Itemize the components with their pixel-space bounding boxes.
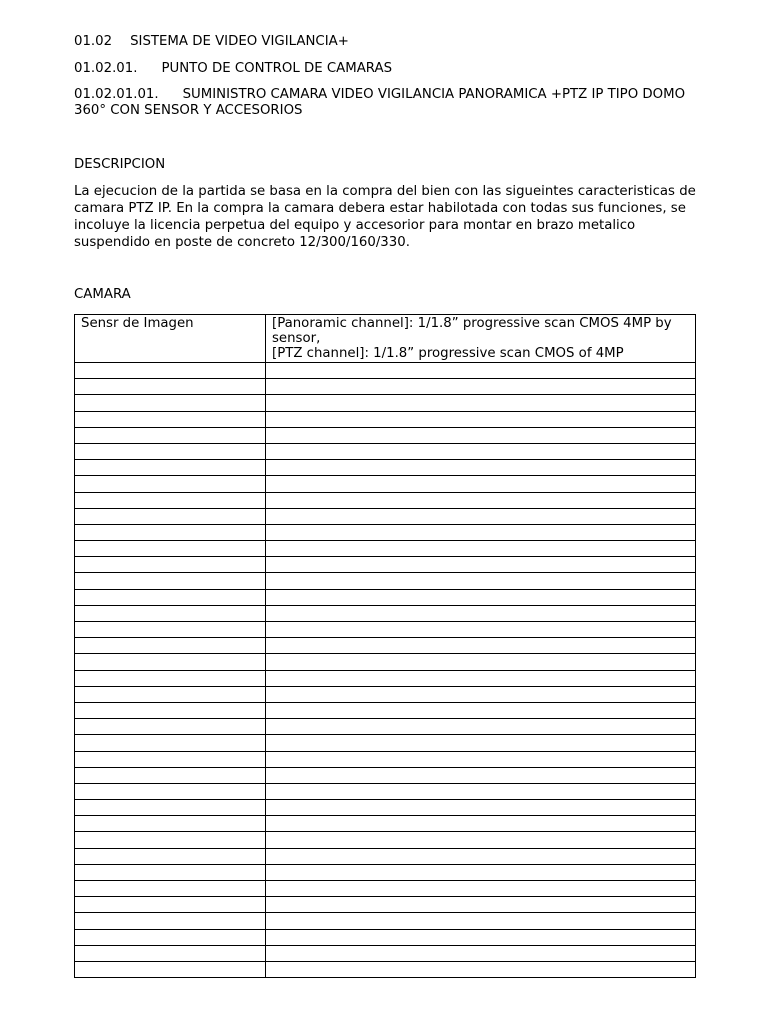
- description-title: DESCRIPCION: [74, 157, 166, 172]
- spec-value-cell: [266, 460, 696, 476]
- spec-value-cell: [266, 508, 696, 524]
- spec-label-cell: [75, 881, 266, 897]
- spec-label-cell: [75, 654, 266, 670]
- spec-label-cell: [75, 492, 266, 508]
- table-row: [75, 443, 696, 459]
- table-row: [75, 751, 696, 767]
- spec-label-cell: [75, 395, 266, 411]
- table-row: [75, 379, 696, 395]
- heading-subsection: [74, 61, 392, 77]
- spec-label-cell: [75, 508, 266, 524]
- spec-value-cell: [266, 492, 696, 508]
- spec-label-cell: [75, 605, 266, 621]
- spec-label-cell: [75, 476, 266, 492]
- table-row: [75, 848, 696, 864]
- spec-value-cell: [266, 767, 696, 783]
- table-row: [75, 427, 696, 443]
- spec-label-cell: [75, 719, 266, 735]
- table-row: [75, 492, 696, 508]
- table-row: [75, 411, 696, 427]
- table-row: [75, 508, 696, 524]
- table-row: [75, 395, 696, 411]
- spec-value-cell: [266, 800, 696, 816]
- heading-section-code: 01.02: [74, 34, 113, 49]
- spec-label-cell: [75, 751, 266, 767]
- table-row: [75, 557, 696, 573]
- spec-label-cell: [75, 524, 266, 540]
- spec-label-cell: [75, 832, 266, 848]
- spec-label-cell: [75, 913, 266, 929]
- spec-label-cell: [75, 816, 266, 832]
- spec-value-cell: [266, 524, 696, 540]
- table-row: [75, 945, 696, 961]
- spec-value-cell: [266, 427, 696, 443]
- table-row: [75, 654, 696, 670]
- spec-value-cell: [266, 816, 696, 832]
- description-body: La ejecucion de la partida se basa en la compra del bien con las sigueintes caracteristicas de camara PTZ IP. En la compra la camara debera estar habilotada con todas sus funciones, se incoluye la licencia perpetua del equipo y accesorior para montar en brazo metalico suspendido en poste de concreto 12/300/160/330.: [74, 184, 696, 250]
- spec-value-cell: [266, 476, 696, 492]
- spec-value-cell: [266, 961, 696, 977]
- spec-value-cell: [266, 686, 696, 702]
- table-row: [75, 929, 696, 945]
- heading-subsection-code: 01.02.01.: [74, 61, 138, 76]
- table-row: [75, 476, 696, 492]
- spec-label-cell: [75, 589, 266, 605]
- spec-value-cell: [266, 848, 696, 864]
- table-row: [75, 460, 696, 476]
- table-row: [75, 719, 696, 735]
- spec-value-cell: [266, 751, 696, 767]
- heading-item-code: 01.02.01.01.: [74, 87, 159, 102]
- table-row: [75, 622, 696, 638]
- table-row: [75, 897, 696, 913]
- spec-label-cell: Sensr de Imagen: [75, 315, 266, 363]
- table-row: [75, 783, 696, 799]
- table-row: [75, 541, 696, 557]
- spec-label-cell: [75, 800, 266, 816]
- table-row: [75, 670, 696, 686]
- table-row: [75, 638, 696, 654]
- spec-label-cell: [75, 460, 266, 476]
- spec-label-cell: [75, 622, 266, 638]
- heading-item-title: SUMINISTRO CAMARA VIDEO VIGILANCIA PANORAMICA +PTZ IP TIPO DOMO 360° CON SENSOR Y ACCESORIOS: [74, 87, 686, 118]
- table-row: [75, 315, 696, 363]
- spec-value-cell: [266, 557, 696, 573]
- spec-label-cell: [75, 702, 266, 718]
- spec-label-cell: [75, 767, 266, 783]
- spec-label-cell: [75, 670, 266, 686]
- camara-title: CAMARA: [74, 287, 131, 302]
- heading-section-title: SISTEMA DE VIDEO VIGILANCIA+: [130, 34, 349, 49]
- spec-label-cell: [75, 411, 266, 427]
- spec-value-cell: [266, 411, 696, 427]
- table-row: [75, 800, 696, 816]
- spec-value-cell: [266, 832, 696, 848]
- spec-value-cell: [266, 638, 696, 654]
- table-row: [75, 767, 696, 783]
- spec-label-cell: [75, 897, 266, 913]
- spec-value-cell: [266, 735, 696, 751]
- spec-label-cell: [75, 735, 266, 751]
- table-row: [75, 524, 696, 540]
- spec-value-cell: [266, 670, 696, 686]
- table-row: [75, 605, 696, 621]
- table-row: [75, 702, 696, 718]
- spec-label-cell: [75, 848, 266, 864]
- spec-value-cell: [266, 929, 696, 945]
- table-row: [75, 686, 696, 702]
- spec-value-cell: [266, 363, 696, 379]
- spec-value-cell: [266, 654, 696, 670]
- spec-value-cell: [266, 589, 696, 605]
- spec-label-cell: [75, 638, 266, 654]
- table-row: [75, 363, 696, 379]
- spec-value-cell: [266, 395, 696, 411]
- spec-value-cell: [266, 897, 696, 913]
- spec-label-cell: [75, 961, 266, 977]
- table-row: [75, 735, 696, 751]
- spec-value-cell: [266, 719, 696, 735]
- spec-value-line: [PTZ channel]: 1/1.8” progressive scan CMOS of 4MP: [272, 346, 624, 361]
- table-row: [75, 573, 696, 589]
- spec-label-cell: [75, 379, 266, 395]
- spec-label-cell: [75, 945, 266, 961]
- table-row: [75, 881, 696, 897]
- spec-label-cell: [75, 929, 266, 945]
- table-row: [75, 589, 696, 605]
- spec-value-cell: [266, 605, 696, 621]
- spec-label-cell: [75, 541, 266, 557]
- spec-label-cell: [75, 363, 266, 379]
- table-row: [75, 961, 696, 977]
- spec-value-line: [Panoramic channel]: 1/1.8” progressive scan CMOS 4MP by sensor,: [272, 316, 672, 346]
- spec-value-cell: [266, 315, 696, 363]
- spec-value-cell: [266, 864, 696, 880]
- table-row: [75, 864, 696, 880]
- camera-specs-table: [74, 314, 696, 978]
- spec-value-cell: [266, 702, 696, 718]
- table-row: [75, 832, 696, 848]
- spec-label-cell: [75, 686, 266, 702]
- spec-value-cell: [266, 913, 696, 929]
- spec-value-cell: [266, 783, 696, 799]
- spec-label-cell: [75, 864, 266, 880]
- spec-label-cell: [75, 783, 266, 799]
- spec-label-cell: [75, 427, 266, 443]
- table-row: [75, 913, 696, 929]
- heading-subsection-title: PUNTO DE CONTROL DE CAMARAS: [161, 61, 393, 76]
- spec-label-cell: [75, 557, 266, 573]
- spec-value-cell: [266, 945, 696, 961]
- heading-section: [74, 34, 349, 50]
- spec-label-cell: [75, 443, 266, 459]
- spec-value-cell: [266, 573, 696, 589]
- spec-value-cell: [266, 622, 696, 638]
- spec-value-cell: [266, 881, 696, 897]
- spec-value-cell: [266, 541, 696, 557]
- spec-label-cell: [75, 573, 266, 589]
- spec-value-cell: [266, 443, 696, 459]
- table-row: [75, 816, 696, 832]
- spec-value-cell: [266, 379, 696, 395]
- heading-item: [74, 87, 694, 119]
